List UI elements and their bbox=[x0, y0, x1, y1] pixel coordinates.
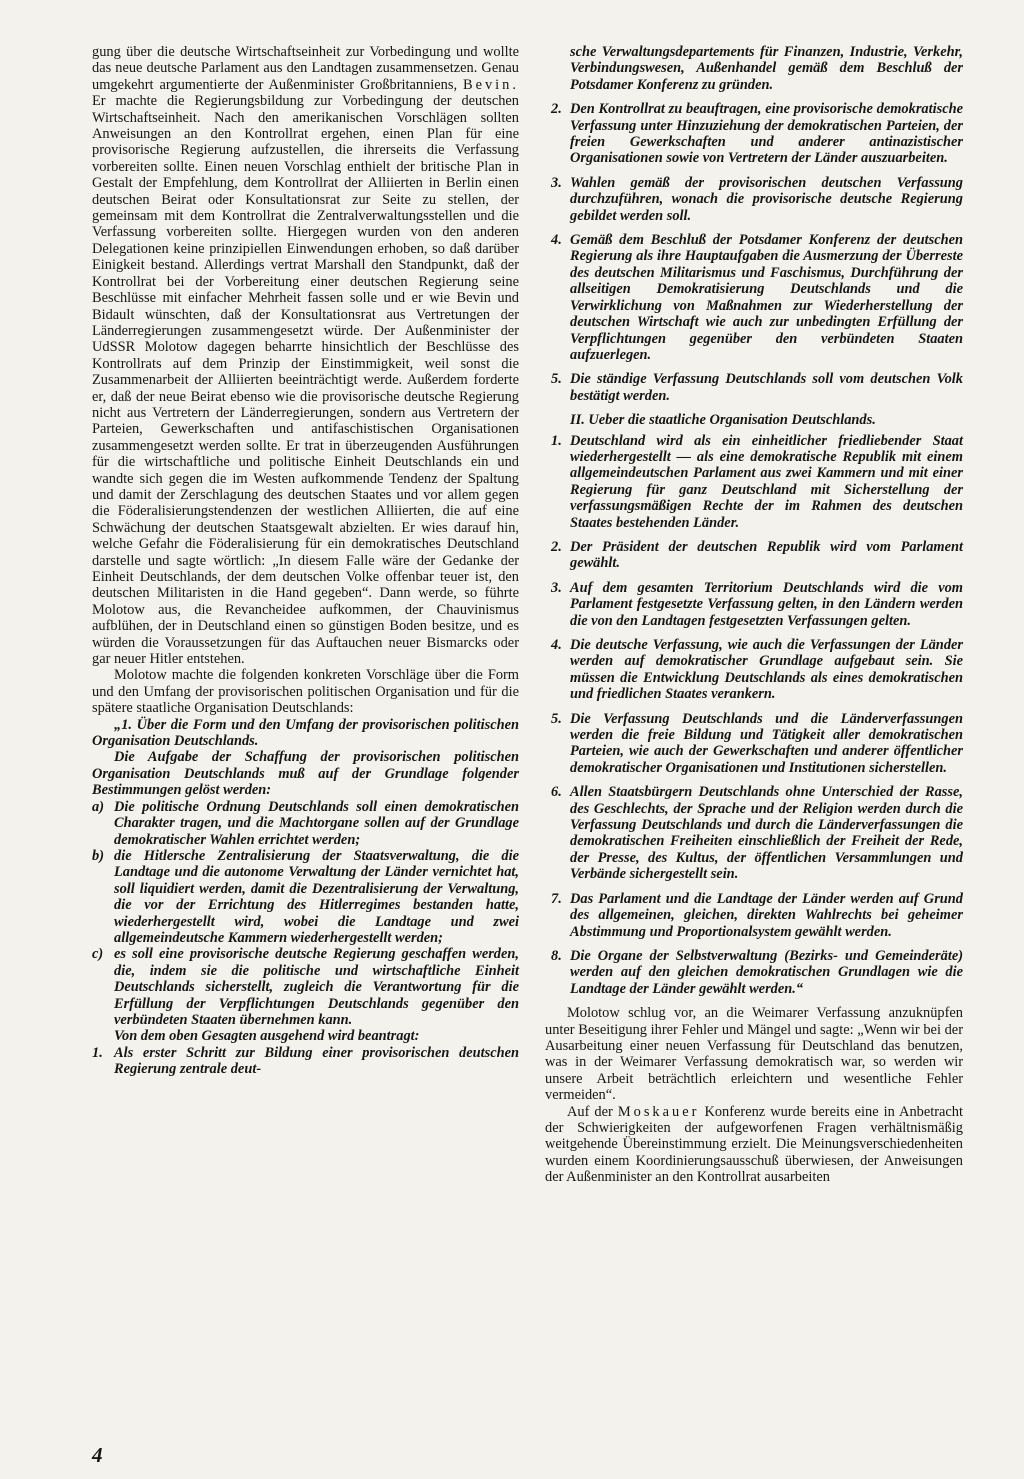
proposal-item-4: 4. Gemäß dem Beschluß der Potsdamer Konferenz der deutschen Regierung als ihre Hauptaufgaben die Ausmerzung der Überreste des deutschen Militarismus und Faschismus, Durchführung der allseitigen Demokratisierung Deutschlands und die Verwirklichung von Maßnahmen zur Wiederherstellung der deutschen Wirtschaft wie auch zur unbedingten Erfüllung der Verpflichtungen gegenüber den verbündeten Staaten aufzuerlegen. bbox=[551, 232, 963, 363]
proposal-item-5: 5. Die ständige Verfassung Deutschlands soll vom deutschen Volk bestätigt werden. bbox=[551, 371, 963, 404]
moskauer-spaced: Moskauer bbox=[617, 1103, 700, 1120]
quote-item-b: b) die Hitlersche Zentralisierung der Staatsverwaltung, die die Landtage und die autonome Verwaltung der Länder vernichtet hat, soll liquidiert werden, damit die Dezentralisierung der Verwaltung, die vor der Errichtung des Hitlerregimes bestanden hatte, wiederhergestellt wird, wobei die Landtage und zwei allgemeindeutsche Kammern wiederhergestellt werden; bbox=[92, 847, 519, 946]
continuation-text: sche Verwaltungsdepartements für Finanzen, Industrie, Verkehr, Verbindungswesen, Außenhandel gemäß dem Beschluß der Potsdamer Konferenz zu gründen. bbox=[570, 44, 963, 93]
state-item-3: 3. Auf dem gesamten Territorium Deutschlands wird die vom Parlament festgesetzte Verfassung gelten, in den Ländern werden die von den Landtagen festgesetzten Verfassungen gelten. bbox=[551, 579, 963, 629]
quote-block bbox=[92, 717, 519, 1078]
quote-item-c: c) es soll eine provisorische deutsche Regierung geschaffen werden, die, indem sie die politische und wirtschaftliche Einheit Deutschlands sicherstellt, zugleich die Verantwortung für die Erfüllung der Verpflichtungen Deutschlands gegenüber den verbündeten Staaten übernehmen kann. bbox=[92, 946, 519, 1028]
state-item-5: 5. Die Verfassung Deutschlands und die Länderverfassungen werden die freie Bildung und Tätigkeit aller demokratischen Parteien, wie auch der Gewerkschaften und anderer öffentlicher demokratischer Organisationen und Institutionen sicherstellen. bbox=[551, 710, 963, 776]
quote-item-a: a) Die politische Ordnung Deutschlands soll einen demokratischen Charakter tragen, und die Machtorgane sollen auf der Grundlage demokratischer Wahlen errichtet werden; bbox=[92, 798, 519, 848]
quote-proposal: Von dem oben Gesagten ausgehend wird beantragt: bbox=[114, 1028, 420, 1045]
state-item-7: 7. Das Parlament und die Landtage der Länder werden auf Grund des allgemeinen, gleichen, direkten Wahlrechts bei geheimer Abstimmung und Proportionalsystem gewählt werden. bbox=[551, 890, 963, 940]
quote-intro: Die Aufgabe der Schaffung der provisorischen politischen Organisation Deutschlands muß auf der Grundlage folgender Bestimmungen gelöst werden: bbox=[92, 749, 519, 799]
page-number: 4 bbox=[92, 1443, 103, 1467]
state-item-4: 4. Die deutsche Verfassung, wie auch die Verfassungen der Länder werden auf demokratischer Grundlage aufgebaut sein. Sie müssen die Entwicklung Deutschlands als eines demokratischen und friedlichen Staates verankern. bbox=[551, 637, 963, 703]
proposal-item-3: 3. Wahlen gemäß der provisorischen deutschen Verfassung durchzuführen, wonach die provisorische deutsche Regierung gebildet werden soll. bbox=[551, 174, 963, 224]
section-2-heading: II. Ueber die staatliche Organisation Deutschlands. bbox=[570, 412, 876, 429]
quote-item-1: 1. Als erster Schritt zur Bildung einer provisorischen deutschen Regierung zentrale deut- bbox=[92, 1044, 519, 1078]
right-quote-block bbox=[545, 44, 963, 997]
bevin-name: Bevin. bbox=[463, 76, 519, 93]
proposal-item-2: 2. Den Kontrollrat zu beauftragen, eine provisorische demokratische Verfassung unter Hinzuziehung der demokratischen Parteien, der freien Gewerkschaften und anderer antinazistischer Organisationen sowie von Vertretern der Länder auszuarbeiten. bbox=[551, 101, 963, 167]
state-item-2: 2. Der Präsident der deutschen Republik wird vom Parlament gewählt. bbox=[551, 538, 963, 572]
right-column bbox=[545, 44, 963, 1186]
closing-paragraph-2: Auf der Moskauer Konferenz wurde bereits eine in Anbetracht der Schwierigkeiten der aufgeworfenen Fragen verhältnismäßig weitgehende Übereinstimmung erzielt. Die Meinungsverschiedenheiten wurden einem Koordinierungsausschuß überwiesen, der Anweisungen der Außenminister an den Kontrollrat ausarbeiten bbox=[545, 1103, 963, 1186]
left-column bbox=[92, 44, 519, 1078]
state-item-6: 6. Allen Staatsbürgern Deutschlands ohne Unterschied der Rasse, des Geschlechts, der Sprache und der Religion werden durch die Verfassung Deutschlands und durch die Länderverfassungen die demokratischen Freiheiten einschließlich der Freiheit der Rede, der Presse, des Kultus, der öffentlichen Versammlungen und Verbände sichergestellt sein. bbox=[551, 784, 963, 883]
body-paragraph-2: Molotow machte die folgenden konkreten Vorschläge über die Form und den Umfang der provisorischen politischen Organisation und für die spätere staatliche Organisation Deutschlands: bbox=[92, 667, 519, 717]
quote-heading: „1. Über die Form und den Umfang der provisorischen politischen Organisation Deutschlands. bbox=[92, 716, 519, 750]
state-item-1: 1. Deutschland wird als ein einheitlicher friedliebender Staat wiederhergestellt — als eine demokratische Republik mit einem allgemeindeutschen Parlament aus zwei Kammern und mit einer Regierung für ganz Deutschland mit Sicherstellung der verfassungsmäßigen Rechte der im Rahmen des deutschen Staates bestehenden Länder. bbox=[551, 432, 963, 531]
body-paragraph-1: gung über die deutsche Wirtschaftseinheit zur Vorbedingung und wollte das neue deutsche Parlament aus den Landtagen zusammensetzen. Genau umgekehrt argumentierte der Außenminister Großbritanniens, Bevin. Er machte die Regierungsbildung zur Vorbedingung der deutschen Wirtschaftseinheit. Nach den amerikanischen Vorschlägen sollten Anweisungen an den Kontrollrat ergehen, einen Plan für eine provisorische Regierung aufzustellen, die ihrerseits die Verfassung vorbereiten sollte. Einen neuen Vorschlag enthielt der britische Plan in Gestalt der Empfehlung, dem Kontrollrat der Alliierten in Berlin einen deutschen Beirat oder Konsultationsrat zur Seite zu stellen, der gemeinsam mit dem Kontrollrat die Zentralverwaltungsstellen und die Verfassung vorbereiten sollte. Hiergegen wurden von den anderen Delegationen keine prinzipiellen Einwendungen erhoben, so daß darüber Einigkeit bestand. Allerdings vertrat Marshall den Standpunkt, daß der Kontrollrat bei der Vorbereitung einer deutschen Regierung seine Beschlüsse mit einfacher Mehrheit fassen solle und er wie Bevin und Bidault wünschten, daß der Konsultationsrat aus Vertretungen der Länderregierungen zusammengesetzt würde. Der Außenminister der UdSSR Molotow dagegen beharrte hinsichtlich der Beschlüsse des Kontrollrats auf dem Prinzip der Einstimmigkeit, weil sonst die Zusammenarbeit der Alliierten beeinträchtigt werde. Außerdem forderte er, daß der neue Beirat ebenso wie die provisorische deutsche Regierung nicht aus Vertretern der Länderregierungen, sondern aus Vertretern der Parteien, Gewerkschaften und antifaschistischen Organisationen zusammengesetzt werden sollte. Er trat in überzeugenden Ausführungen für die wirtschaftliche und politische Einheit Deutschlands ein und wandte sich gegen die im Westen aufkommende Tendenz der Spaltung und damit der Zerschlagung des deutschen Staates und vor allem gegen die Föderalisierungstendenzen der westlichen Alliierten, die auf eine Schwächung der deutschen Staatsgewalt abzielten. Er wies darauf hin, welche Gefahr die Föderalisierung für ein demokratisches Deutschland darstelle und sagte wörtlich: „In diesem Falle wäre der Gedanke der Einheit Deutschlands, der dem deutschen Volke offenbar teuer ist, den deutschen Militaristen in die Hand gegeben“. Dann werde, so führte Molotow aus, die Revancheidee aufkommen, der Chauvinismus aufblühen, der in Deutschland einen so günstigen Boden besitze, und es würden die Voraussetzungen für das Auftauchen neuer Bismarcks oder gar neuer Hitler entstehen. bbox=[92, 44, 519, 668]
closing-paragraph-1: Molotow schlug vor, an die Weimarer Verfassung anzuknüpfen unter Beseitigung ihrer Fehler und Mängel und sagte: „Wenn wir bei der Ausarbeitung einer neuen Verfassung für Deutschland das benutzen, was in der Weimarer Verfassung demokratisch war, so werden wir unsere Arbeit beträchtlich erleichtern und wesentliche Fehler vermeiden“. bbox=[545, 1005, 963, 1104]
state-item-8: 8. Die Organe der Selbstverwaltung (Bezirks- und Gemeinderäte) werden auf den gleichen demokratischen Grundlagen wie die Landtage der Länder gewählt werden.“ bbox=[551, 947, 963, 997]
